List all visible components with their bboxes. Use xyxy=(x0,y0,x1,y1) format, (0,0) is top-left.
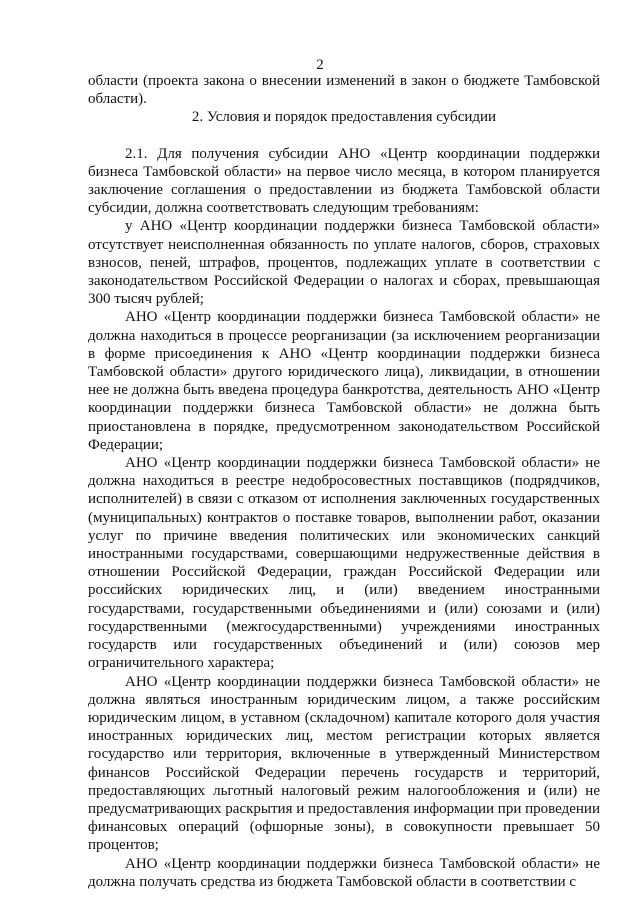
paragraph-budget-funds-requirement: АНО «Центр координации поддержки бизнеса Тамбовской области» не должна получать средства из бюджета Тамбовской области в соответствии с xyxy=(88,855,600,890)
paragraph-foreign-entity-requirement: АНО «Центр координации поддержки бизнеса Тамбовской области» не должна являться иностранным юридическим лицом, а также российским юридическим лицом, в уставном (складочном) капитале которого доля участия иностранных юридических лиц, местом регистрации которых является государство или территория, включенные в утвержденный Министерством финансов Российской Федерации перечень государств и территорий, предоставляющих льготный налоговый режим налогообложения и (или) не предусматривающих раскрытия и предоставления информации при проведении финансовых операций (офшорные зоны), в совокупности превышает 50 процентов; xyxy=(88,673,600,854)
paragraph-tax-debt-requirement: у АНО «Центр координации поддержки бизнеса Тамбовской области» отсутствует неисполненная обязанность по уплате налогов, сборов, страховых взносов, пеней, штрафов, процентов, подлежащих уплате в соответствии с законодательством Российской Федерации о налогах и сборах, превышающая 300 тысяч рублей; xyxy=(88,218,600,308)
paragraph-supplier-registry-requirement: АНО «Центр координации поддержки бизнеса Тамбовской области» не должна находиться в реестре недобросовестных поставщиков (подрядчиков, исполнителей) в связи с отказом от исполнения заключенных государственных (муниципальных) контрактов о поставке товаров, выполнении работ, оказании услуг по причине введения политических или экономических санкций иностранными государствами, совершающими недружественные действия в отношении Российской Федерации, граждан Российской Федерации или российских юридических лиц, и (или) введением иностранными государствами, государственными объединениями и (или) союзами и (или) государственными (межгосударственными) учреждениями иностранных государств или государственных объединений и (или) союзов мер ограничительного характера; xyxy=(88,455,600,672)
paragraph-reorganization-requirement: АНО «Центр координации поддержки бизнеса Тамбовской области» не должна находиться в процессе реорганизации (за исключением реорганизации в форме присоединения к АНО «Центр координации поддержки бизнеса Тамбовской области» другого юридического лица), ликвидации, в отношении нее не должна быть введена процедура банкротства, деятельность АНО «Центр координации поддержки бизнеса Тамбовской области» не должна быть приостановлена в порядке, предусмотренном законодательством Российской Федерации; xyxy=(88,309,600,453)
section-heading: 2. Условия и порядок предоставления субсидии xyxy=(191,109,497,126)
page-number: 2 xyxy=(316,57,324,73)
paragraph-2-1: 2.1. Для получения субсидии АНО «Центр координации поддержки бизнеса Тамбовской области» на первое число месяца, в котором планируется заключение соглашения о предоставлении из бюджета Тамбовской области субсидии, должна соответствовать следующим требованиям: xyxy=(88,145,600,217)
document-body xyxy=(88,72,600,891)
continuation-paragraph: области (проекта закона о внесении изменений в закон о бюджете Тамбовской области). xyxy=(88,73,600,108)
